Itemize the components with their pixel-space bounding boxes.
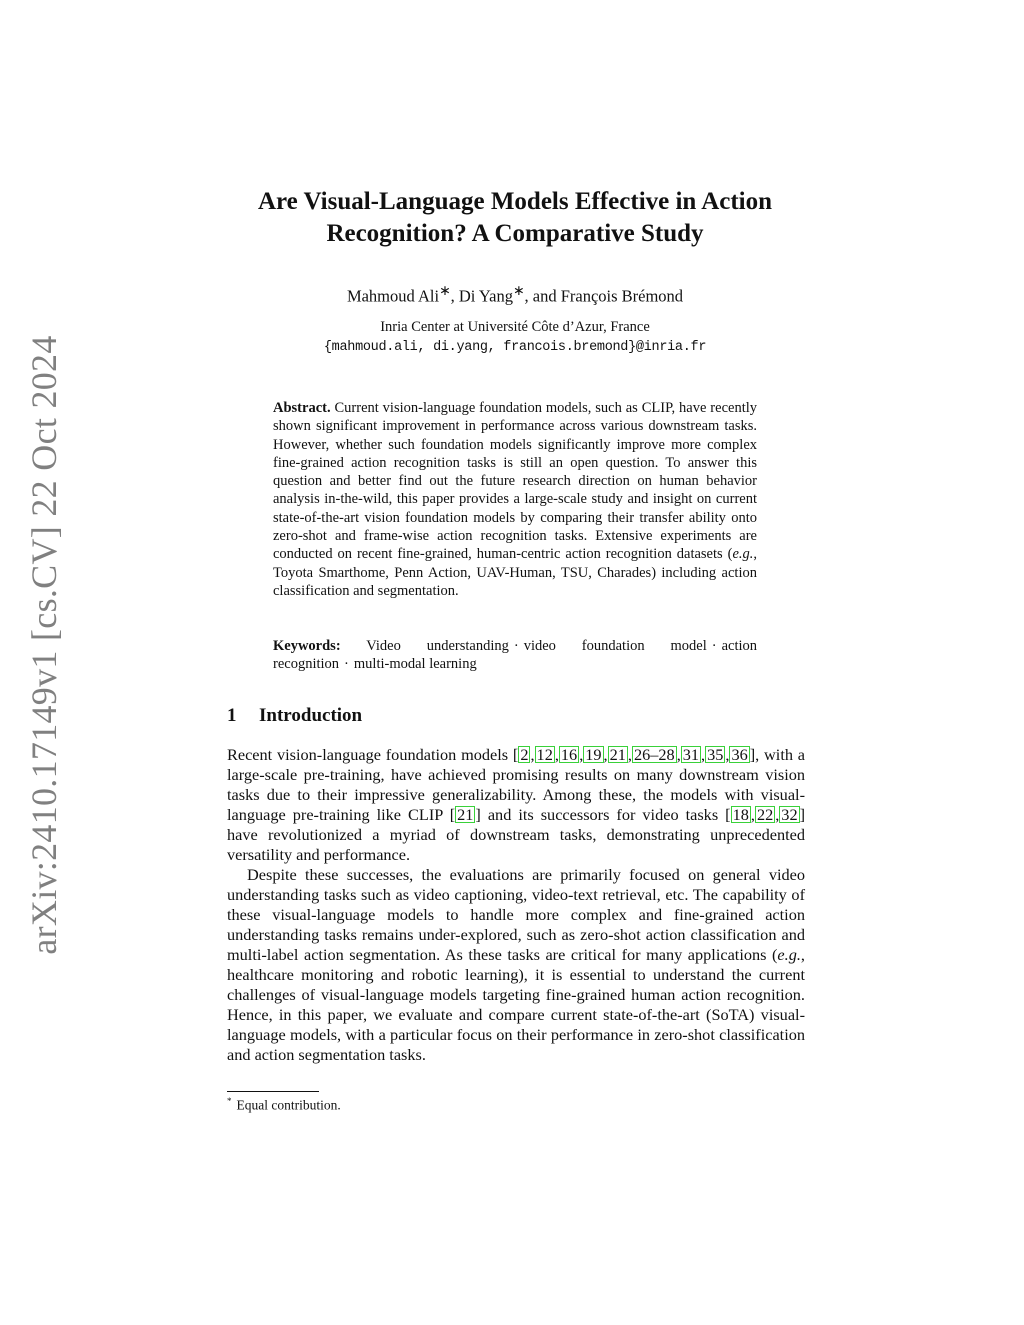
keyword-separator: · xyxy=(344,656,349,673)
keyword-item: multi-modal learning xyxy=(353,656,477,673)
author-separator: , xyxy=(450,286,459,306)
author-1-mark: ∗ xyxy=(439,283,451,298)
author-3: François Brémond xyxy=(560,286,684,306)
abstract xyxy=(273,399,757,600)
citation-link[interactable]: 36 xyxy=(731,745,748,764)
citation-link[interactable]: 12 xyxy=(536,745,553,764)
citation-link[interactable]: 22 xyxy=(756,805,774,824)
abstract-eg: e.g. xyxy=(732,546,754,563)
arxiv-identifier-stamp: arXiv:2410.17149v1 [cs.CV] 22 Oct 2024 xyxy=(24,335,64,955)
keyword-separator: · xyxy=(711,638,717,654)
citation-link[interactable]: 19 xyxy=(585,745,602,764)
abstract-text-end: , Toyota Smarthome, Penn Action, UAV-Human, TSU, Charades) including action classification and segmentation. xyxy=(273,546,757,599)
footnote xyxy=(227,1096,341,1114)
keyword-item: video foundation model xyxy=(523,638,707,654)
introduction-body xyxy=(227,745,805,1065)
author-separator: , and xyxy=(524,286,561,306)
paragraph-2 xyxy=(227,865,805,1065)
keyword-item: Video understanding xyxy=(366,638,509,654)
title-line-1: Are Visual-Language Models Effective in Action xyxy=(257,188,773,215)
paragraph-text: ] have revolutionized a myriad of downstream tasks, demonstrating unprecedented versatility and performance. xyxy=(227,805,805,864)
paragraph-eg: e.g. xyxy=(777,945,801,964)
section-title: Introduction xyxy=(259,705,363,726)
footnote-mark: * xyxy=(227,1096,232,1106)
author-emails: {mahmoud.ali, di.yang, francois.bremond}@inria.fr xyxy=(323,340,707,355)
keywords-label: Keywords: xyxy=(273,638,341,654)
citation-link[interactable]: 26–28 xyxy=(633,745,675,764)
author-1: Mahmoud Ali xyxy=(346,286,440,306)
citation-link[interactable]: 31 xyxy=(682,745,700,764)
footnote-text: Equal contribution. xyxy=(236,1097,341,1113)
citation-link[interactable]: 21 xyxy=(609,745,626,764)
citation-link[interactable]: 32 xyxy=(781,805,798,824)
paper-title xyxy=(200,186,830,250)
citation-link[interactable]: 21 xyxy=(457,805,474,824)
paragraph-text: , healthcare monitoring and robotic learning), it is essential to understand the current challenges of visual-language models targeting fine-grained human action recognition. Hence, in this paper, we evaluate and compare current state-of-the-art (SoTA) visual-language models, with a particular focus on their performance in zero-shot classification and action segmentation tasks. xyxy=(227,945,805,1064)
paragraph-1: Recent vision-language foundation models [ 2 , 12 , 16 , 19 , 21 , 26–28 , 31 , 35 , 36 ], with a large-scale pre-training, have achieved promising results on many downstream vision tasks due to their impressive generalizability. Among these, the models with visual-language pre-training like CLIP [ 21 ] and its successors for video tasks [ 18 , 22 , 32 ] have revolutionized a myriad of downstream tasks, demonstrating unprecedented versatility and performance. xyxy=(227,745,805,864)
citation-link[interactable]: 35 xyxy=(707,745,724,764)
paragraph-text: ], with a large-scale pre-training, have achieved promising results on many downstream vision tasks due to their impressive generalizability. Among these, the models with visual-language pre-training like CLIP [ xyxy=(227,745,805,824)
paragraph-text: ] and its successors for video tasks [ xyxy=(475,805,731,824)
abstract-text: Current vision-language foundation models, such as CLIP, have recently shown significant improvement in performance across various downstream tasks. However, whether such foundation models significantly improve more complex fine-grained action recognition tasks is still an open question. To answer this question and better find out the future research direction on human behavior analysis in-the-wild, this paper provides a large-scale study and insight on current state-of-the-art vision foundation models by comparing their transfer ability onto zero-shot and frame-wise action recognition tasks. Extensive experiments are conducted on recent fine-grained, human-centric action recognition datasets ( xyxy=(273,400,757,563)
affiliation: Inria Center at Université Côte d’Azur, France xyxy=(380,319,650,335)
section-number: 1 xyxy=(227,705,237,726)
keyword-separator: · xyxy=(513,638,519,654)
title-line-2: Recognition? A Comparative Study xyxy=(326,220,704,247)
citation-link[interactable]: 2 xyxy=(520,745,529,764)
keywords xyxy=(273,637,757,674)
abstract-label: Abstract. xyxy=(273,400,331,416)
paragraph-text: Recent vision-language foundation models [ xyxy=(227,745,519,764)
author-list xyxy=(200,283,830,307)
citation-link[interactable]: 16 xyxy=(560,745,578,764)
section-heading-introduction xyxy=(227,705,362,727)
keyword-item: action recognition xyxy=(273,638,758,673)
footnote-rule xyxy=(227,1091,319,1092)
author-2-mark: ∗ xyxy=(512,283,525,298)
paragraph-text: Despite these successes, the evaluations are primarily focused on general video understanding tasks such as video captioning, video-text retrieval, etc. The capability of these visual-language models to handle more complex and fine-grained action understanding tasks remains under-explored, such as zero-shot action classification and multi-label action segmentation. As these tasks are critical for many applications ( xyxy=(227,865,805,964)
author-2: Di Yang xyxy=(458,286,513,306)
citation-link[interactable]: 18 xyxy=(732,805,749,824)
